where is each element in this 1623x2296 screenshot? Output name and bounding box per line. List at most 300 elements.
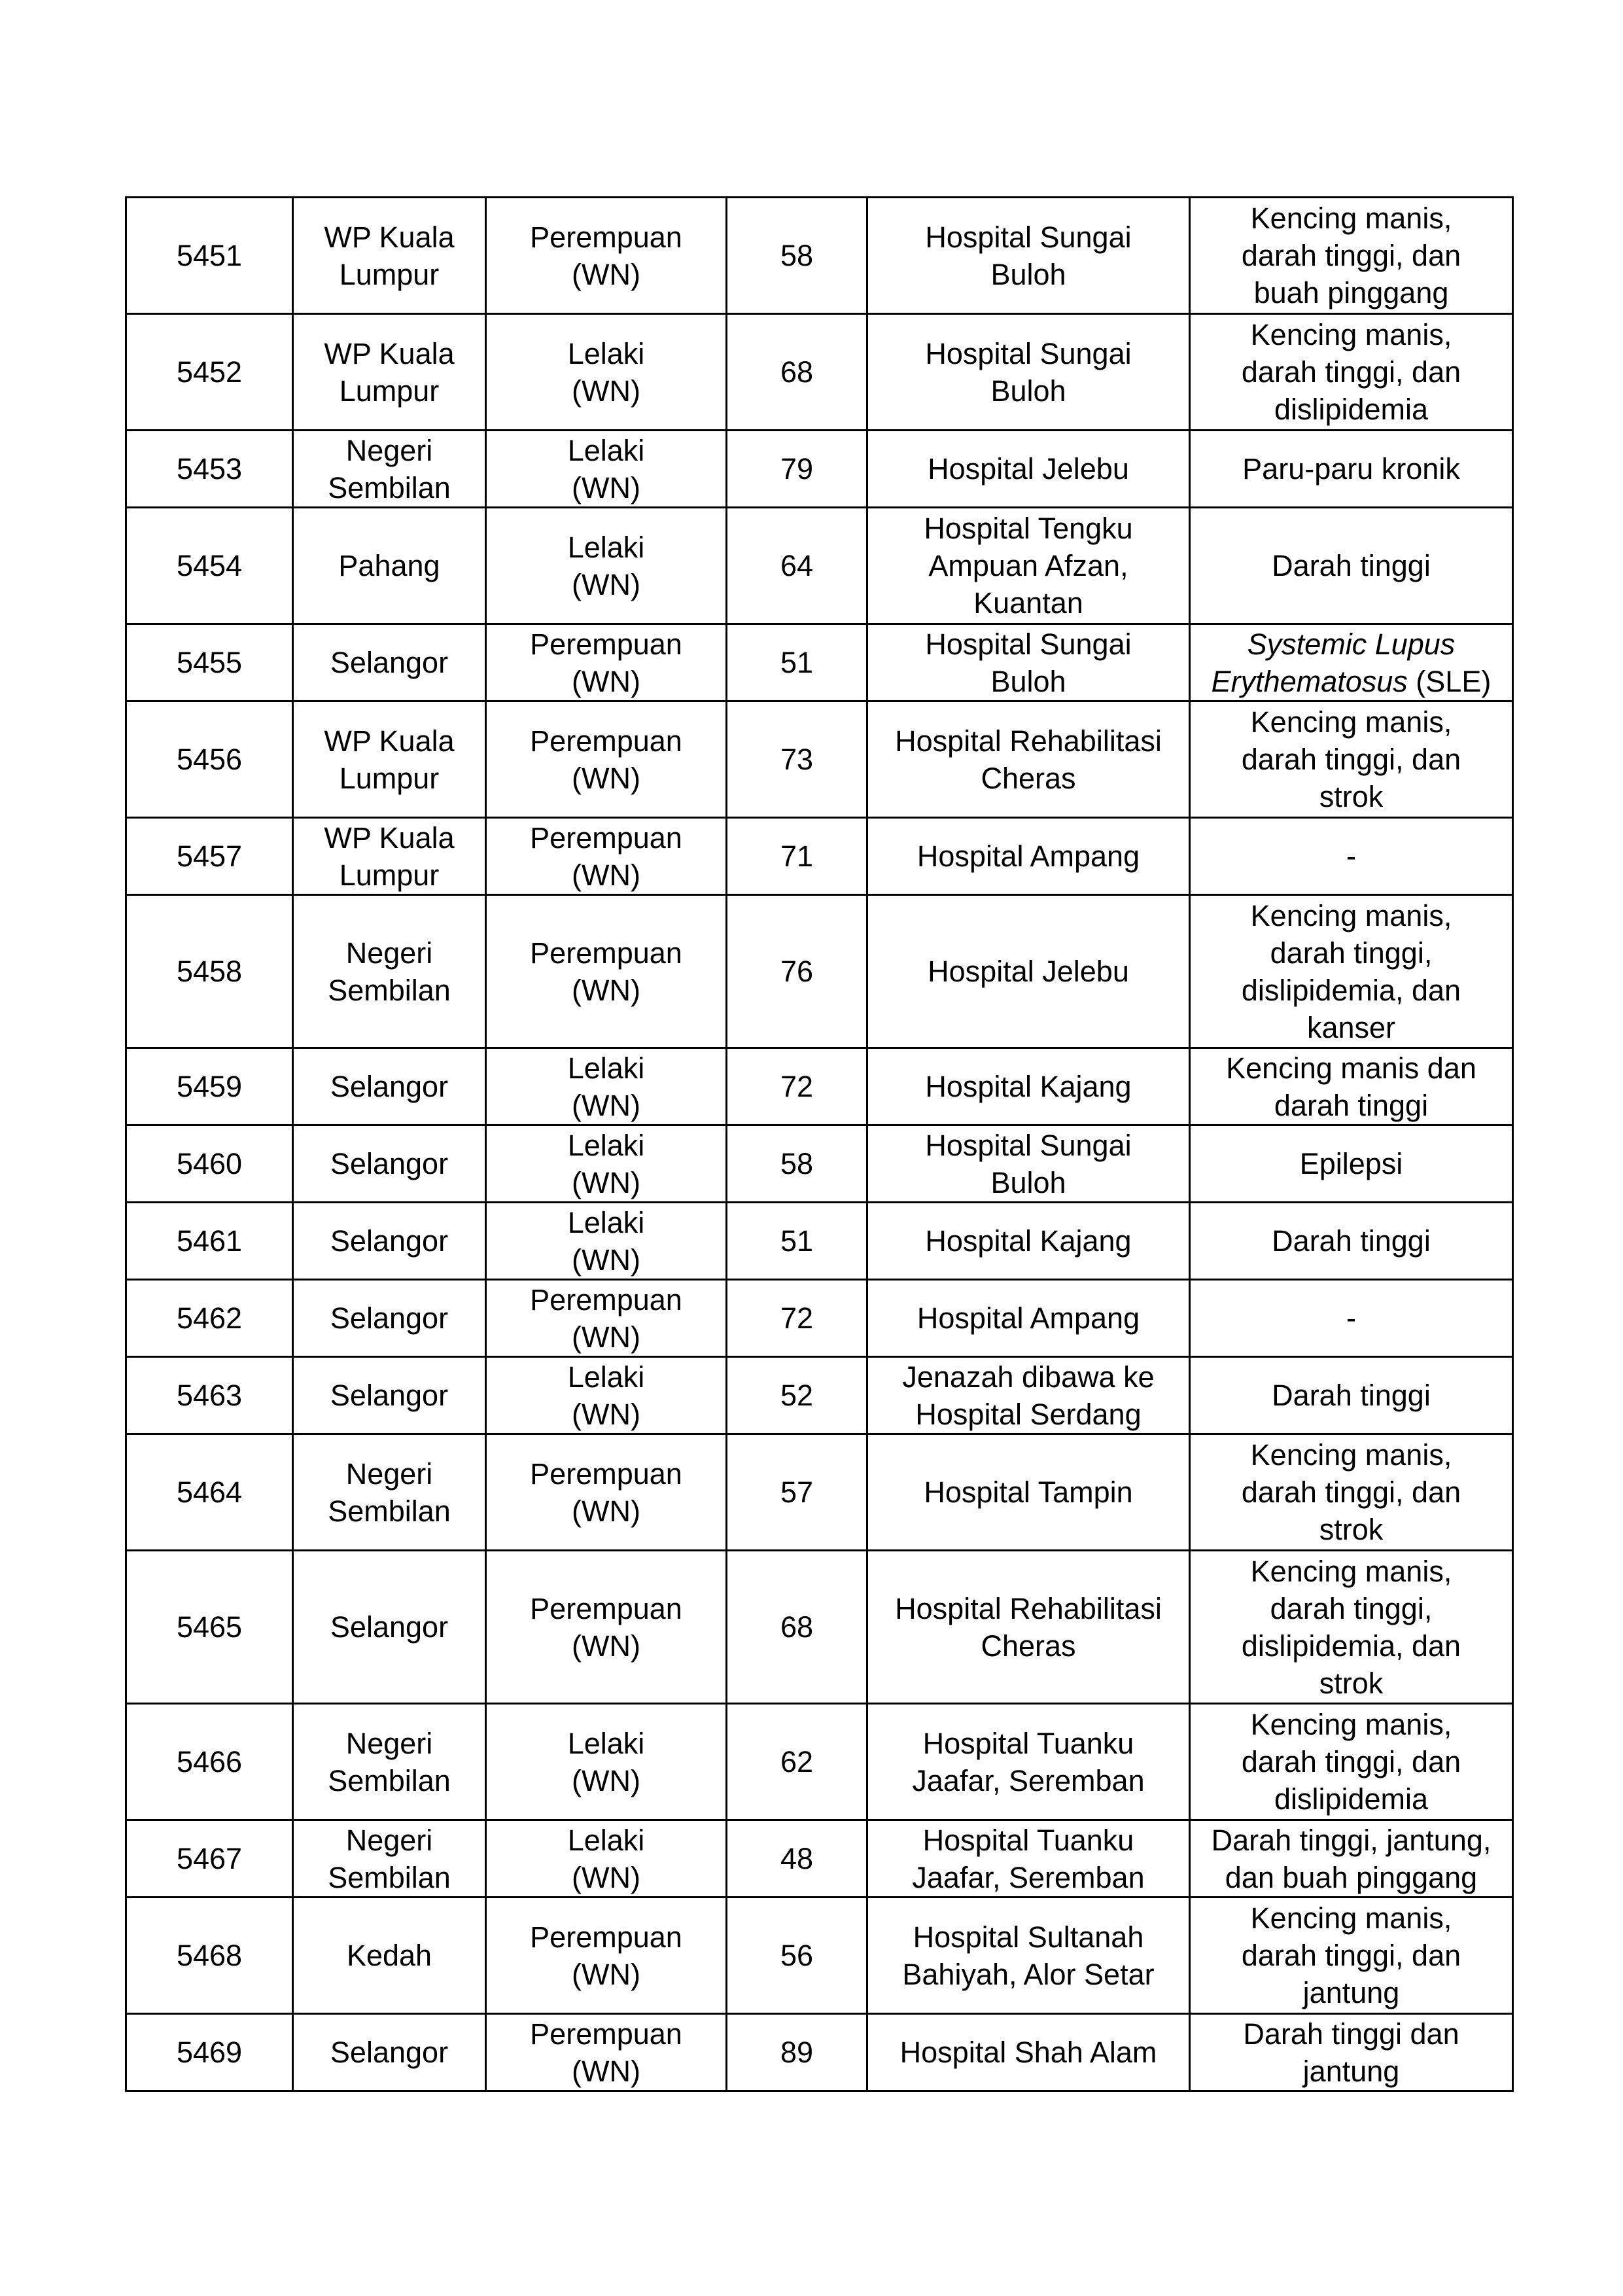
cell-line	[1197, 1511, 1505, 1548]
cell-line	[1197, 703, 1505, 741]
cell-line: Hospital Sultanah	[913, 1920, 1144, 1954]
case-number-cell	[126, 701, 293, 818]
cell-line: Hospital Rehabilitasi	[895, 724, 1162, 758]
cell-line: Hospital Sungai	[925, 336, 1132, 370]
cell-line	[1197, 1474, 1505, 1511]
comorbidity-text: Erythematosus	[1211, 664, 1408, 698]
cell-line: (WN)	[572, 257, 640, 291]
cell-line	[1197, 934, 1505, 972]
cell-line: Perempuan	[530, 220, 682, 254]
comorbidities-cell	[1190, 1357, 1513, 1434]
comorbidity-text: dislipidemia, dan	[1241, 1629, 1461, 1663]
gender-cell	[486, 1280, 727, 1357]
hospital-cell	[867, 1048, 1190, 1125]
cell-line: Kedah	[346, 1939, 432, 1972]
comorbidity-text: Darah tinggi, jantung,	[1211, 1823, 1492, 1857]
cell-line: Selangor	[330, 646, 449, 679]
cell-line: Jenazah dibawa ke	[902, 1360, 1155, 1394]
state-cell	[293, 1820, 486, 1898]
comorbidities-cell	[1190, 1280, 1513, 1357]
age-cell	[727, 508, 867, 624]
age-cell	[727, 1704, 867, 1820]
hospital-cell	[867, 1280, 1190, 1357]
case-number: 5461	[176, 1224, 243, 1258]
cell-line: Hospital Ampang	[916, 1301, 1140, 1335]
case-number: 5465	[176, 1610, 243, 1644]
cell-line: Buloh	[990, 1165, 1066, 1199]
comorbidity-text: Darah tinggi	[1272, 549, 1431, 582]
cell-line	[1197, 1553, 1505, 1590]
cell-line: (WN)	[572, 1957, 640, 1991]
comorbidity-text: Kencing manis,	[1250, 1554, 1452, 1588]
age: 72	[780, 1301, 814, 1335]
case-number-cell	[126, 1048, 293, 1125]
cell-line: (WN)	[572, 1494, 640, 1528]
age: 64	[780, 549, 814, 582]
cell-line: Hospital Jelebu	[928, 452, 1129, 486]
cell-line: WP Kuala	[324, 220, 455, 254]
comorbidity-text: strok	[1319, 780, 1384, 813]
comorbidity-text: darah tinggi,	[1270, 1591, 1433, 1625]
cell-line: (WN)	[572, 1397, 640, 1431]
hospital-cell	[867, 895, 1190, 1048]
age: 57	[780, 1475, 814, 1509]
state-cell	[293, 818, 486, 895]
cell-line	[1197, 2053, 1505, 2090]
cell-line	[1197, 1899, 1505, 1937]
age: 62	[780, 1745, 814, 1778]
state-cell	[293, 2014, 486, 2091]
cell-line: (WN)	[572, 1629, 640, 1663]
cell-line: Perempuan	[530, 1591, 682, 1625]
cell-line: Selangor	[330, 1070, 449, 1103]
state-cell	[293, 198, 486, 314]
hospital-cell	[867, 1820, 1190, 1898]
gender-cell	[486, 624, 727, 701]
cell-line	[1197, 274, 1505, 311]
cell-line: (WN)	[572, 1860, 640, 1894]
comorbidities-cell	[1190, 198, 1513, 314]
cell-line	[1197, 237, 1505, 274]
case-number: 5464	[176, 1475, 243, 1509]
comorbidity-text: jantung	[1302, 2054, 1400, 2088]
comorbidity-text: dan buah pinggang	[1225, 1860, 1478, 1894]
age-cell	[727, 1280, 867, 1357]
cell-line: (WN)	[572, 1243, 640, 1277]
state-cell	[293, 895, 486, 1048]
comorbidity-text: Kencing manis,	[1250, 1901, 1452, 1935]
cell-line	[1197, 1780, 1505, 1818]
gender-cell	[486, 818, 727, 895]
cell-line: (WN)	[572, 567, 640, 601]
cell-line: Negeri	[345, 1823, 433, 1857]
comorbidity-text: Darah tinggi dan	[1243, 2017, 1459, 2051]
cell-line: Selangor	[330, 1224, 449, 1258]
table-row	[126, 1551, 1513, 1704]
age-cell	[727, 2014, 867, 2091]
table-row	[126, 701, 1513, 818]
state-cell	[293, 1434, 486, 1551]
case-number: 5466	[176, 1745, 243, 1778]
case-number: 5462	[176, 1301, 243, 1335]
table-row	[126, 198, 1513, 314]
cell-line: (WN)	[572, 664, 640, 698]
cell-line	[1197, 838, 1505, 875]
comorbidity-text: dislipidemia	[1274, 1782, 1429, 1816]
cell-line: Bahiyah, Alor Setar	[902, 1957, 1155, 1991]
cell-line: WP Kuala	[324, 724, 455, 758]
cell-line: Buloh	[990, 374, 1066, 408]
gender-cell	[486, 1357, 727, 1434]
cell-line	[1197, 1665, 1505, 1702]
comorbidity-text: Kencing manis,	[1250, 1708, 1452, 1741]
cell-line: (WN)	[572, 761, 640, 795]
case-number-cell	[126, 198, 293, 314]
cell-line: Perempuan	[530, 821, 682, 855]
hospital-cell	[867, 1898, 1190, 2014]
cell-line: Buloh	[990, 257, 1066, 291]
table-row	[126, 624, 1513, 701]
comorbidities-cell	[1190, 1898, 1513, 2014]
cell-line: Perempuan	[530, 627, 682, 661]
hospital-cell	[867, 818, 1190, 895]
comorbidities-cell	[1190, 624, 1513, 701]
age: 72	[780, 1070, 814, 1103]
age-cell	[727, 431, 867, 508]
cell-line: Hospital Tuanku	[922, 1823, 1134, 1857]
cell-line: Hospital Kajang	[925, 1224, 1132, 1258]
cell-line: Lelaki	[567, 1360, 645, 1394]
cell-line: (WN)	[572, 1763, 640, 1797]
table-row	[126, 1704, 1513, 1820]
age-cell	[727, 198, 867, 314]
comorbidities-cell	[1190, 1048, 1513, 1125]
cell-line: Selangor	[330, 1147, 449, 1180]
cell-line: Selangor	[330, 2036, 449, 2069]
cell-line: Hospital Serdang	[915, 1397, 1142, 1431]
cell-line	[1197, 1050, 1505, 1087]
cell-line	[1197, 1299, 1505, 1337]
cell-line	[1197, 1377, 1505, 1414]
cell-line	[1197, 2015, 1505, 2053]
state-cell	[293, 1898, 486, 2014]
cell-line: Ampuan Afzan,	[928, 549, 1128, 582]
age: 68	[780, 1610, 814, 1644]
age: 52	[780, 1379, 814, 1412]
cell-line: Sembilan	[328, 470, 451, 504]
state-cell	[293, 431, 486, 508]
state-cell	[293, 1357, 486, 1434]
case-number-cell	[126, 431, 293, 508]
age: 48	[780, 1842, 814, 1875]
cell-line: Lelaki	[567, 433, 645, 467]
gender-cell	[486, 508, 727, 624]
table-row	[126, 1434, 1513, 1551]
comorbidity-text: darah tinggi	[1274, 1088, 1429, 1122]
cell-line: Lelaki	[567, 530, 645, 564]
cell-line: Negeri	[345, 936, 433, 970]
cell-line	[1197, 1627, 1505, 1665]
gender-cell	[486, 1125, 727, 1203]
cell-line: Lumpur	[339, 257, 440, 291]
gender-cell	[486, 1820, 727, 1898]
age-cell	[727, 818, 867, 895]
comorbidity-text: Darah tinggi	[1272, 1379, 1431, 1412]
case-number: 5469	[176, 2036, 243, 2069]
comorbidities-cell	[1190, 1551, 1513, 1704]
age: 58	[780, 239, 814, 272]
hospital-cell	[867, 1357, 1190, 1434]
cell-line: Perempuan	[530, 936, 682, 970]
case-number: 5459	[176, 1070, 243, 1103]
age-cell	[727, 624, 867, 701]
state-cell	[293, 1704, 486, 1820]
case-number-cell	[126, 1898, 293, 2014]
cell-line	[1197, 353, 1505, 391]
comorbidities-cell	[1190, 1203, 1513, 1280]
case-number: 5467	[176, 1842, 243, 1875]
cell-line: Hospital Ampang	[916, 839, 1140, 873]
hospital-cell	[867, 1125, 1190, 1203]
comorbidity-text: Kencing manis,	[1250, 898, 1452, 932]
cell-line: (WN)	[572, 973, 640, 1007]
table-row	[126, 895, 1513, 1048]
cell-line	[1197, 1436, 1505, 1474]
cell-line: (WN)	[572, 470, 640, 504]
comorbidity-text: Kencing manis,	[1250, 1438, 1452, 1472]
age-cell	[727, 314, 867, 431]
cell-line	[1197, 897, 1505, 934]
table-row	[126, 1898, 1513, 2014]
case-number: 5463	[176, 1379, 243, 1412]
state-cell	[293, 624, 486, 701]
case-number-cell	[126, 1357, 293, 1434]
comorbidities-cell	[1190, 1125, 1513, 1203]
comorbidity-text: Systemic Lupus	[1247, 627, 1456, 661]
table-row	[126, 1820, 1513, 1898]
cell-line: Lelaki	[567, 1051, 645, 1085]
comorbidity-text: strok	[1319, 1513, 1384, 1546]
gender-cell	[486, 314, 727, 431]
cell-line: Lelaki	[567, 1726, 645, 1760]
case-number-cell	[126, 1704, 293, 1820]
hospital-cell	[867, 2014, 1190, 2091]
cell-line	[1197, 1145, 1505, 1182]
state-cell	[293, 314, 486, 431]
case-number: 5452	[176, 355, 243, 389]
cell-line	[1197, 1087, 1505, 1124]
age: 79	[780, 452, 814, 486]
hospital-cell	[867, 624, 1190, 701]
table-row	[126, 1280, 1513, 1357]
comorbidities-cell	[1190, 1434, 1513, 1551]
state-cell	[293, 508, 486, 624]
cell-line: Perempuan	[530, 1920, 682, 1954]
age: 89	[780, 2036, 814, 2069]
age-cell	[727, 1048, 867, 1125]
comorbidities-cell	[1190, 1820, 1513, 1898]
gender-cell	[486, 1203, 727, 1280]
case-number: 5456	[176, 743, 243, 776]
age: 58	[780, 1147, 814, 1180]
table-row	[126, 314, 1513, 431]
cell-line: Hospital Rehabilitasi	[895, 1591, 1162, 1625]
age: 71	[780, 839, 814, 873]
cell-line: Perempuan	[530, 2017, 682, 2051]
cell-line: Perempuan	[530, 724, 682, 758]
cell-line: Lelaki	[567, 1128, 645, 1162]
gender-cell	[486, 1048, 727, 1125]
comorbidity-text: darah tinggi,	[1270, 936, 1433, 970]
comorbidity-text: darah tinggi, dan	[1241, 355, 1461, 389]
cell-line: Hospital Jelebu	[928, 955, 1129, 988]
age: 76	[780, 955, 814, 988]
hospital-cell	[867, 701, 1190, 818]
cell-line: Selangor	[330, 1610, 449, 1644]
cell-line: Lumpur	[339, 761, 440, 795]
comorbidity-text: Paru-paru kronik	[1242, 452, 1460, 486]
cell-line: Selangor	[330, 1301, 449, 1335]
case-number-cell	[126, 1203, 293, 1280]
cell-line: Negeri	[345, 1457, 433, 1491]
cell-line: Sembilan	[328, 1763, 451, 1797]
cell-line: Jaafar, Seremban	[912, 1763, 1145, 1797]
cell-line	[1197, 626, 1505, 663]
cell-line: Lelaki	[567, 336, 645, 370]
cell-line	[1197, 547, 1505, 584]
comorbidity-text: buah pinggang	[1253, 276, 1449, 309]
state-cell	[293, 1203, 486, 1280]
cell-line: Hospital Shah Alam	[899, 2036, 1157, 2069]
comorbidity-text: (SLE)	[1407, 664, 1492, 698]
cell-line: Hospital Tuanku	[922, 1726, 1134, 1760]
cell-line: Perempuan	[530, 1457, 682, 1491]
age-cell	[727, 1357, 867, 1434]
cell-line: Sembilan	[328, 1494, 451, 1528]
comorbidities-cell	[1190, 1704, 1513, 1820]
case-number: 5457	[176, 839, 243, 873]
comorbidities-cell	[1190, 818, 1513, 895]
table-row	[126, 2014, 1513, 2091]
cell-line	[1197, 778, 1505, 815]
case-number-cell	[126, 1551, 293, 1704]
gender-cell	[486, 198, 727, 314]
cell-line: Pahang	[338, 549, 440, 582]
comorbidity-text: jantung	[1302, 1976, 1400, 2009]
age: 56	[780, 1939, 814, 1972]
cell-line: Hospital Kajang	[925, 1070, 1132, 1103]
case-number: 5451	[176, 239, 243, 272]
cell-line	[1197, 391, 1505, 428]
age-cell	[727, 701, 867, 818]
comorbidity-text: darah tinggi, dan	[1241, 1475, 1461, 1509]
gender-cell	[486, 1704, 727, 1820]
table-row	[126, 1125, 1513, 1203]
age-cell	[727, 895, 867, 1048]
cell-line: (WN)	[572, 374, 640, 408]
cell-line	[1197, 972, 1505, 1009]
hospital-cell	[867, 508, 1190, 624]
cell-line: Kuantan	[973, 586, 1083, 620]
cell-line: Hospital Tampin	[924, 1475, 1133, 1509]
hospital-cell	[867, 198, 1190, 314]
comorbidities-cell	[1190, 314, 1513, 431]
state-cell	[293, 1551, 486, 1704]
cell-line: Perempuan	[530, 1282, 682, 1316]
case-number: 5458	[176, 955, 243, 988]
comorbidity-text: Darah tinggi	[1272, 1224, 1431, 1258]
table-row	[126, 431, 1513, 508]
state-cell	[293, 701, 486, 818]
cell-line	[1197, 450, 1505, 487]
cell-line	[1197, 1590, 1505, 1627]
hospital-cell	[867, 314, 1190, 431]
cell-line	[1197, 741, 1505, 778]
comorbidity-text: kanser	[1306, 1010, 1396, 1044]
comorbidities-cell	[1190, 508, 1513, 624]
case-number-cell	[126, 508, 293, 624]
comorbidity-text: Kencing manis,	[1250, 705, 1452, 739]
age-cell	[727, 1434, 867, 1551]
covid-death-cases-table	[125, 196, 1514, 2092]
age-cell	[727, 1898, 867, 2014]
cell-line	[1197, 316, 1505, 353]
state-cell	[293, 1280, 486, 1357]
comorbidity-text: -	[1346, 1301, 1356, 1335]
cell-line: (WN)	[572, 1088, 640, 1122]
cell-line: Lelaki	[567, 1823, 645, 1857]
cell-line: Negeri	[345, 1726, 433, 1760]
case-number: 5460	[176, 1147, 243, 1180]
gender-cell	[486, 431, 727, 508]
table-row	[126, 1048, 1513, 1125]
age-cell	[727, 1551, 867, 1704]
case-number-cell	[126, 1820, 293, 1898]
cell-line: (WN)	[572, 1165, 640, 1199]
gender-cell	[486, 895, 727, 1048]
comorbidity-text: strok	[1319, 1666, 1384, 1700]
state-cell	[293, 1125, 486, 1203]
cell-line: WP Kuala	[324, 821, 455, 855]
gender-cell	[486, 701, 727, 818]
age-cell	[727, 1820, 867, 1898]
age: 68	[780, 355, 814, 389]
case-number: 5453	[176, 452, 243, 486]
cell-line	[1197, 1974, 1505, 2011]
comorbidity-text: darah tinggi, dan	[1241, 743, 1461, 776]
cell-line: Lumpur	[339, 374, 440, 408]
gender-cell	[486, 1551, 727, 1704]
comorbidities-cell	[1190, 701, 1513, 818]
case-number-cell	[126, 1280, 293, 1357]
comorbidity-text: dislipidemia, dan	[1241, 973, 1461, 1007]
cell-line: Buloh	[990, 664, 1066, 698]
hospital-cell	[867, 431, 1190, 508]
cell-line: Sembilan	[328, 973, 451, 1007]
comorbidities-cell	[1190, 431, 1513, 508]
table-row	[126, 1357, 1513, 1434]
gender-cell	[486, 1898, 727, 2014]
cell-line	[1197, 1937, 1505, 1974]
cell-line: Hospital Tengku	[924, 512, 1133, 545]
state-cell	[293, 1048, 486, 1125]
cell-line	[1197, 1859, 1505, 1896]
age: 51	[780, 1224, 814, 1258]
comorbidity-text: -	[1346, 839, 1356, 873]
cell-line: Lumpur	[339, 858, 440, 892]
cell-line: Lelaki	[567, 1205, 645, 1239]
table-row	[126, 1203, 1513, 1280]
